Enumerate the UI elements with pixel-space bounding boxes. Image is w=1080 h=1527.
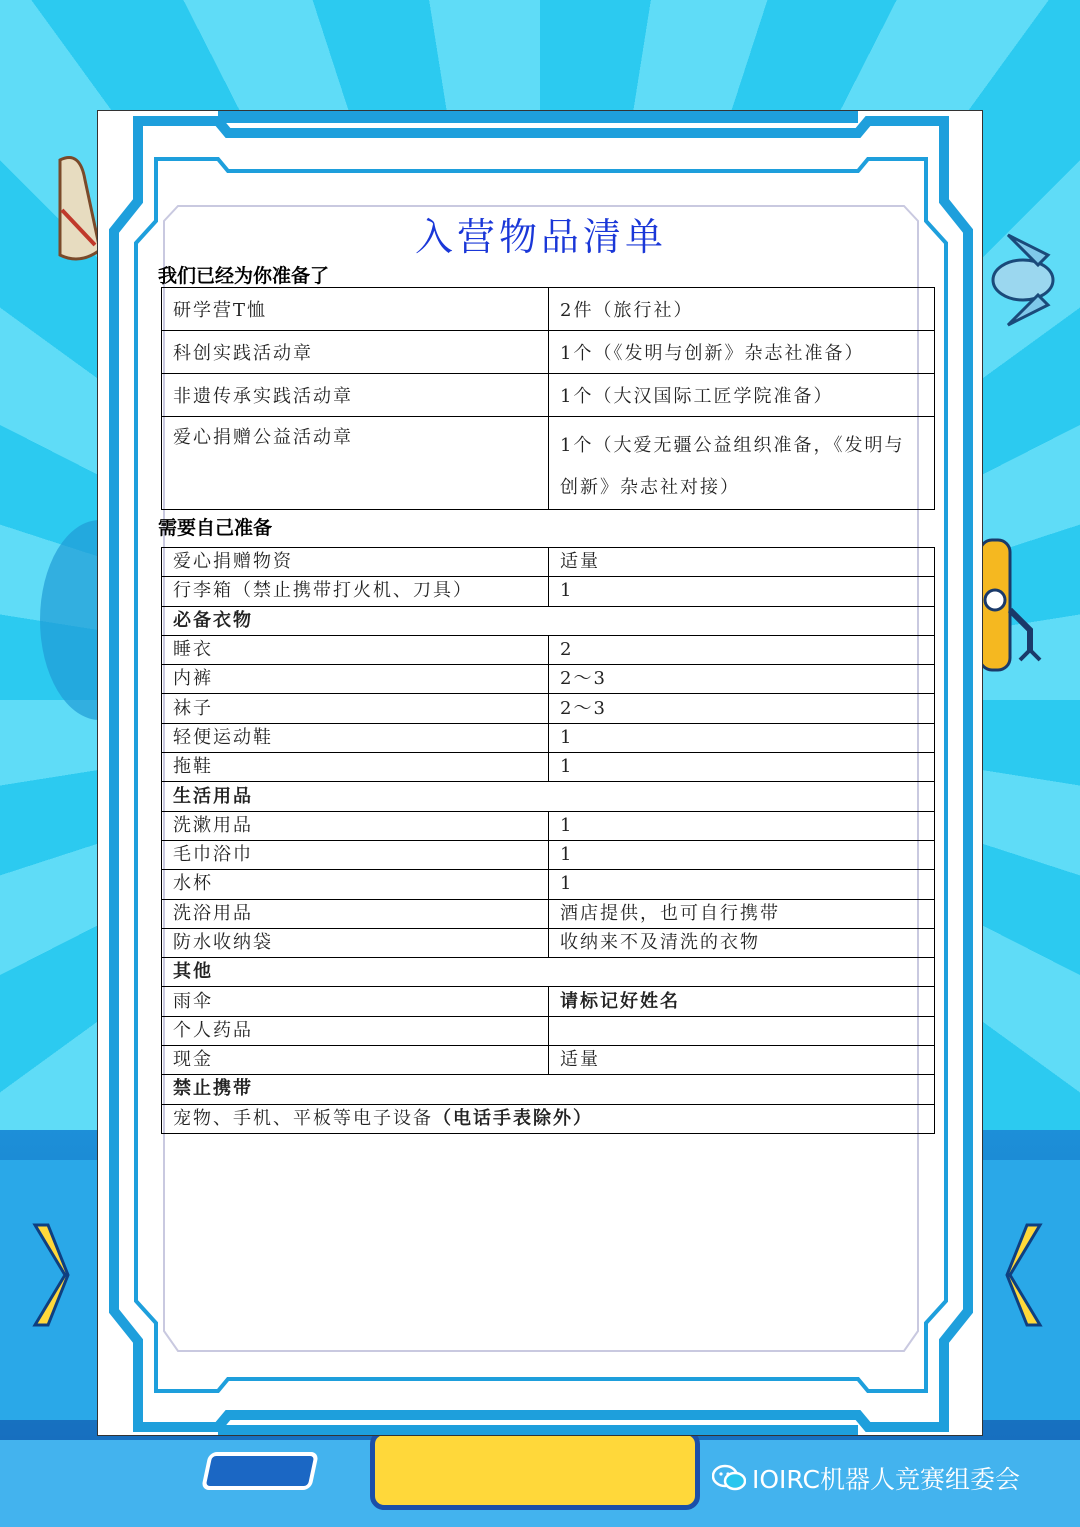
table-row [162, 1016, 935, 1045]
item-qty: 2 [549, 635, 935, 664]
table-row [162, 987, 935, 1016]
forbidden-items [162, 1104, 935, 1133]
item-name: 洗浴用品 [162, 899, 549, 928]
table-row [162, 840, 935, 869]
section-label-provided: 我们已经为你准备了 [158, 265, 330, 287]
item-qty: 1 [549, 723, 935, 752]
item-detail: 2件（旅行社） [549, 288, 935, 331]
table-row [162, 417, 935, 510]
item-detail: 1个（大爱无疆公益组织准备，《发明与创新》杂志社对接） [549, 417, 935, 510]
table-row [162, 870, 935, 899]
item-name: 现金 [162, 1046, 549, 1075]
item-qty [549, 1016, 935, 1045]
table-row [162, 1046, 935, 1075]
item-name: 拖鞋 [162, 753, 549, 782]
provided-items-table [161, 287, 935, 510]
item-name: 雨伞 [162, 987, 549, 1016]
airplane-icon [978, 215, 1058, 345]
table-row [162, 1104, 935, 1133]
table-row [162, 288, 935, 331]
item-name: 袜子 [162, 694, 549, 723]
section-label-self: 需要自己准备 [158, 517, 273, 539]
table-row [162, 548, 935, 577]
item-detail: 1个（大汉国际工匠学院准备） [549, 374, 935, 417]
item-name: 非遗传承实践活动章 [162, 374, 549, 417]
category-header-clothing: 必备衣物 [162, 606, 935, 635]
table-row [162, 899, 935, 928]
robot-icon [975, 520, 1045, 680]
watermark-text: IOIRC机器人竞赛组委会 [752, 1465, 1021, 1494]
item-name: 轻便运动鞋 [162, 723, 549, 752]
item-detail: 1个（《发明与创新》杂志社准备） [549, 331, 935, 374]
forbidden-note: （电话手表除外） [433, 1107, 593, 1129]
table-row [162, 331, 935, 374]
table-row [162, 958, 935, 987]
item-name: 爱心捐赠公益活动章 [162, 417, 549, 510]
item-name: 毛巾浴巾 [162, 840, 549, 869]
item-name: 水杯 [162, 870, 549, 899]
item-qty: 2～3 [549, 694, 935, 723]
table-row [162, 606, 935, 635]
table-row [162, 928, 935, 957]
item-name: 个人药品 [162, 1016, 549, 1045]
item-name: 洗漱用品 [162, 811, 549, 840]
category-header-other: 其他 [162, 958, 935, 987]
item-name: 爱心捐赠物资 [162, 548, 549, 577]
item-qty: 1 [549, 870, 935, 899]
item-name: 研学营T恤 [162, 288, 549, 331]
item-qty: 收纳来不及清洗的衣物 [549, 928, 935, 957]
table-row [162, 723, 935, 752]
table-row [162, 665, 935, 694]
item-qty: 1 [549, 840, 935, 869]
table-row [162, 1075, 935, 1104]
page-title: 入营物品清单 [414, 215, 667, 259]
dashboard-key [201, 1452, 319, 1490]
forbidden-text: 宠物、手机、平板等电子设备 [173, 1107, 433, 1129]
category-header-forbidden: 禁止携带 [162, 1075, 935, 1104]
item-name: 科创实践活动章 [162, 331, 549, 374]
dashboard-yellow-button [370, 1430, 700, 1510]
item-qty: 2～3 [549, 665, 935, 694]
item-qty: 酒店提供，也可自行携带 [549, 899, 935, 928]
item-name: 防水收纳袋 [162, 928, 549, 957]
table-row [162, 694, 935, 723]
item-name: 行李箱（禁止携带打火机、刀具） [162, 577, 549, 606]
table-row [162, 811, 935, 840]
self-items-table [161, 547, 935, 1134]
watermark [712, 1460, 1020, 1496]
item-qty: 请标记好姓名 [549, 987, 935, 1016]
item-qty: 适量 [549, 548, 935, 577]
item-name: 睡衣 [162, 635, 549, 664]
table-row [162, 374, 935, 417]
wechat-icon [712, 1464, 746, 1492]
chevron-right-icon [30, 1220, 70, 1330]
item-qty: 1 [549, 753, 935, 782]
table-row [162, 635, 935, 664]
category-header-daily: 生活用品 [162, 782, 935, 811]
table-row [162, 782, 935, 811]
table-row [162, 753, 935, 782]
checklist-card [97, 110, 983, 1436]
item-name: 内裤 [162, 665, 549, 694]
item-qty: 1 [549, 811, 935, 840]
item-qty: 1 [549, 577, 935, 606]
chevron-left-icon [1005, 1220, 1045, 1330]
table-row [162, 577, 935, 606]
item-qty: 适量 [549, 1046, 935, 1075]
